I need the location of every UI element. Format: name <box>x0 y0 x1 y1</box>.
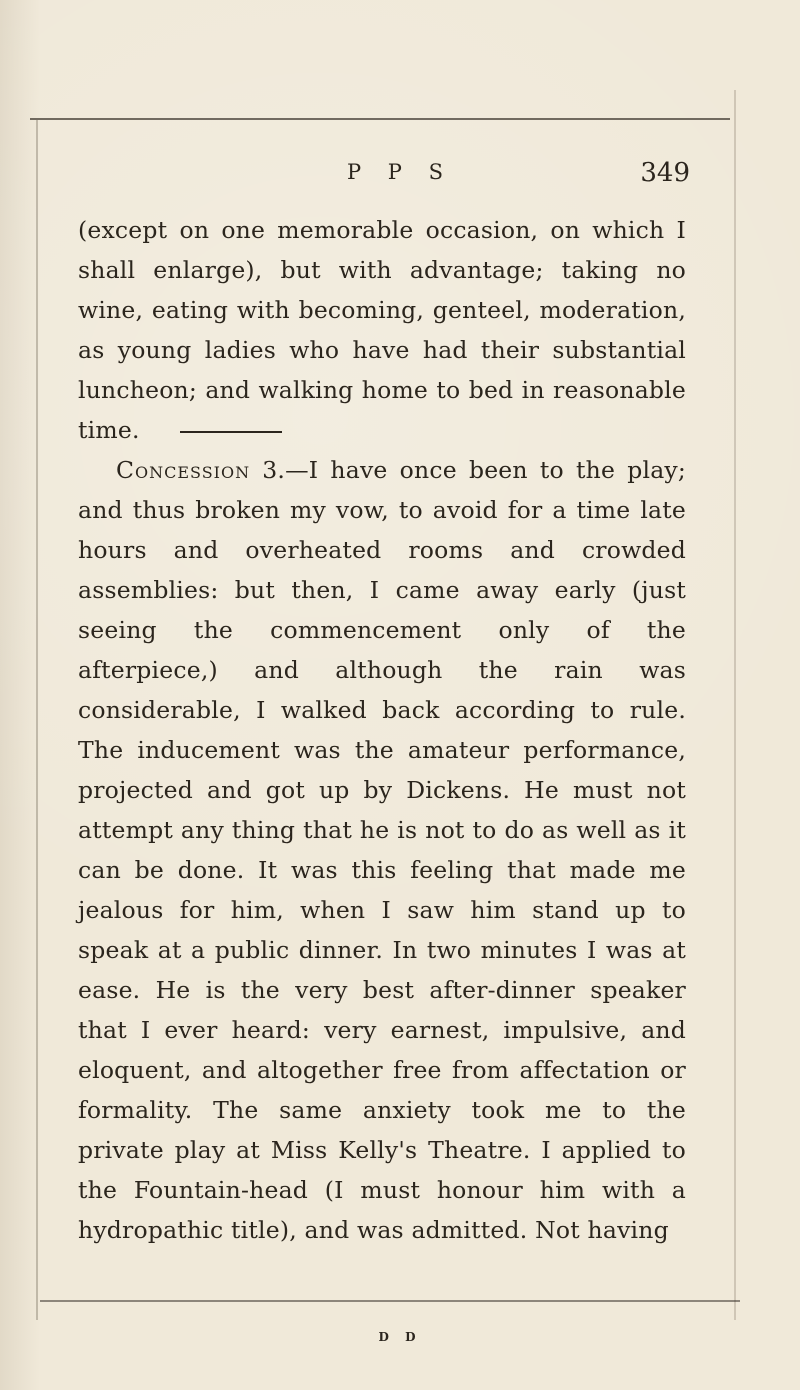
running-head: P P S <box>347 160 453 184</box>
signature-mark: D D <box>378 1330 422 1344</box>
page-border-top <box>30 118 730 120</box>
paragraph-2-text: —I have once been to the play; and thus broken my vow, to avoid for a time late hours and overheated rooms and crowded assemblies: but then, I came away early (just seeing the commencement only of the afterpiece,) and although the rain was considerable, I walked back according to rule. The inducement was the amateur performance, projected and got up by Dickens. He must not attempt any thing that he is not to do as well as it can be done. It was this feeling that made me jealous for him, when I saw him stand up to speak at a public dinner. In two minutes I was at ease. He is the very best after-dinner speaker that I ever heard: very earnest, impulsive, and eloquent, and altogether free from affectation or formality. The same anxiety took me to the private play at Miss Kelly's Theatre. I applied to the Fountain-head (I must honour him with a hydropathic title), and was admitted. Not having <box>78 456 686 1244</box>
page-number: 349 <box>640 158 690 188</box>
concession-number: 3. <box>262 456 286 484</box>
page-border-left <box>36 120 38 1320</box>
page-border-bottom <box>40 1300 740 1302</box>
paragraph-1 <box>78 210 686 450</box>
paragraph-1-text: (except on one memorable occasion, on which I shall enlarge), but with advantage; taking no wine, eating with becoming, genteel, moderation, as young ladies who have had their substantial luncheon; and walking home to bed in reasonable time. <box>78 216 686 444</box>
paragraph-2 <box>78 450 686 1250</box>
page-header <box>0 160 800 200</box>
section-divider <box>180 431 282 433</box>
page-border-right <box>734 90 736 1320</box>
concession-label: Concession <box>116 456 251 484</box>
page-body <box>78 210 686 1250</box>
